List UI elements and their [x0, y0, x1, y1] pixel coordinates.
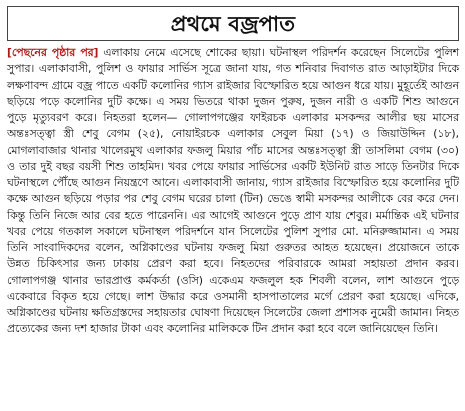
headline-box	[7, 6, 459, 41]
article-body-text: এলাকায় নেমে এসেছে শোকের ছায়া। ঘটনাস্থল পরিদর্শন করেছেন সিলেটের পুলিশ সুপার। এলাকাবাসী, পুলিশ ও ফায়ার সার্ভিস সূত্রে জানা যায়, গত শনিবার দিবাগত রাত আড়াইটার দিকে লক্ষণাবন্দ গ্রামে বজ্র পাতে একটি কলোনির গ্যাস রাইজার বিস্ফোরিত হয়ে আগুন ধরে যায়। মুহূর্তেই আগুন ছড়িয়ে পড়ে কলোনির দুটি কক্ষে। এ সময় ভিতরে থাকা দুজন পুরুষ, দুজন নারী ও একটি শিশু আগুনে পুড়ে মৃত্যুবরণ করে। নিহতরা হলেন— গোলাপগঞ্জের ফাইরচক এলাকার মসকন্দর আলীর ছয় মাসের অন্তঃসত্ত্বা স্ত্রী শেবু বেগম (২৫), নোয়াইরচক এলাকার সেবুল মিয়া (১৭) ও জিয়াউদ্দিন (১৮), মোগলাবাজার থানার খালেরমুখ এলাকার ফজলু মিয়ার পাঁচ মাসের অন্তঃসত্ত্বা স্ত্রী তাসলিমা বেগম (৩০) ও তার দুই বছর বয়সী শিশু তাহমিদ। খবর পেয়ে ফায়ার সার্ভিসের একটি ইউনিট রাত সাড়ে তিনটার দিকে ঘটনাস্থলে পৌঁছে আগুন নিয়ন্ত্রণে আনে। এলাকাবাসী জানায়, গ্যাস রাইজার বিস্ফোরিত হয়ে কলোনির দুটি কক্ষে আগুন ছড়িয়ে পড়ার পর শেবু বেগম ঘরের চালা (টিন) ভেঙে স্বামী মসকন্দর আলীকে বের করে দেন। কিন্তু তিনি নিজে আর বের হতে পারেননি। এর আগেই আগুনে পুড়ে প্রাণ যায় শেবুর। মর্মান্তিক এই ঘটনার খবর পেয়ে গতকাল সকালে ঘটনাস্থল পরিদর্শনে যান সিলেটের পুলিশ সুপার মো. মনিরুজ্জামান। এ সময় তিনি সাংবাদিকদের বলেন, অগ্নিকাণ্ডের ঘটনায় ফজলু মিয়া গুরুতর আহত হয়েছেন। প্রয়োজনে তাকে উন্নত চিকিৎসার জন্য ঢাকায় প্রেরণ করা হবে। নিহতদের পরিবারকে আমরা সহায়তা প্রদান করব। গোলাপগঞ্জ থানার ভারপ্রাপ্ত কর্মকর্তা (ওসি) একেএম ফজলুল হক শিবলী বলেন, লাশ আগুনে পুড়ে একেবারে বিকৃত হয়ে গেছে। লাশ উদ্ধার করে ওসমানী হাসপাতালের মর্গে প্রেরণ করা হয়েছে। এদিকে, অগ্নিকাণ্ডের ঘটনায় ক্ষতিগ্রস্তদের সহায়তার ঘোষণা দিয়েছেন সিলেটের জেলা প্রশাসক নুমেরী জামান। নিহত প্রত্যেকের জন্য দশ হাজার টাকা এবং কলোনির মালিককে টিন প্রদান করা হবে বলে জানিয়েছেন তিনি।	[7, 46, 459, 336]
continuation-label: [পেছনের পৃষ্ঠার পর]	[7, 46, 99, 59]
headline: প্রথমে বজ্রপাত	[170, 12, 296, 36]
article-body	[7, 45, 459, 338]
